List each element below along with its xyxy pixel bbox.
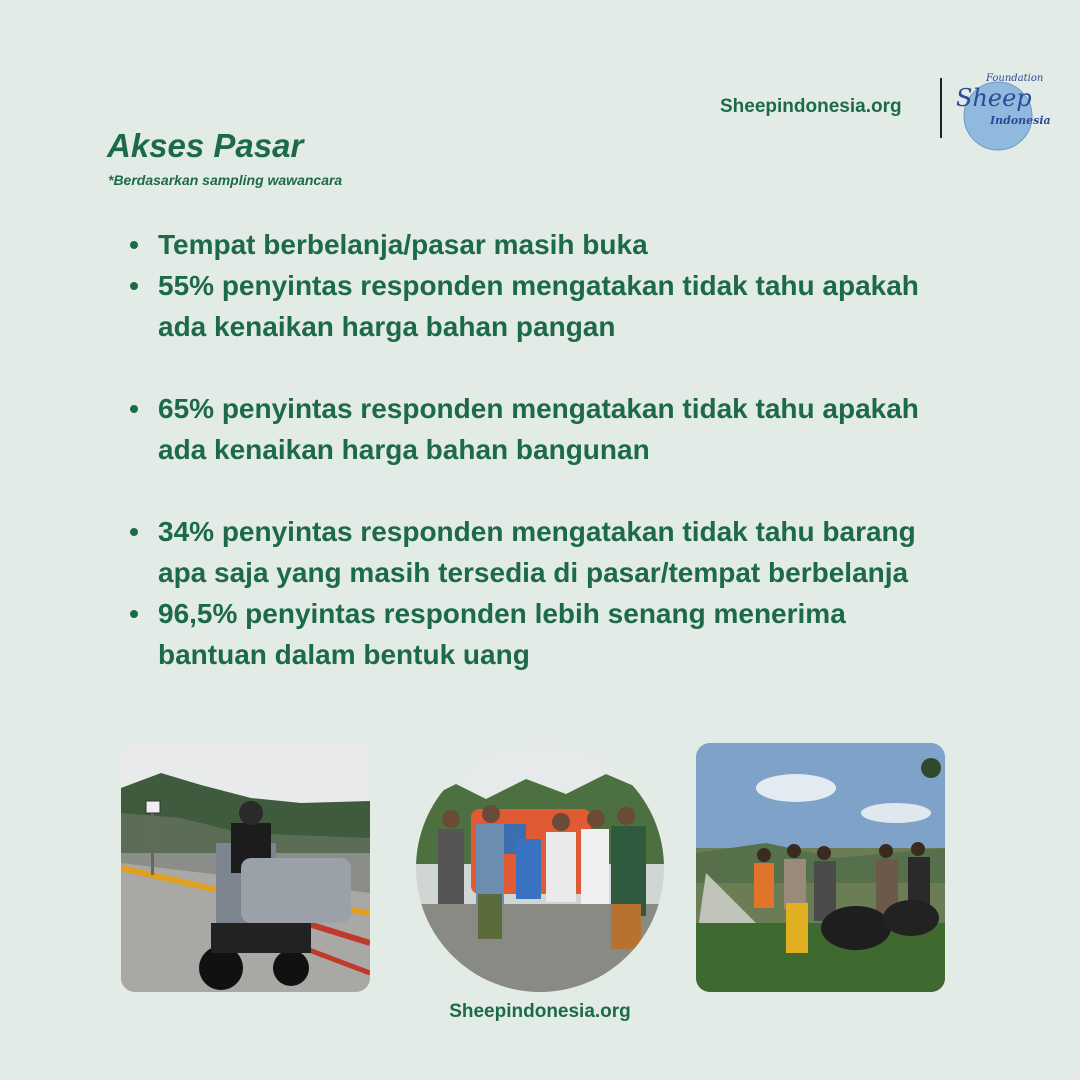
finding-item: 55% penyintas responden mengatakan tidak tahu apakah ada kenaikan harga bahan pangan <box>128 265 958 347</box>
finding-item: 34% penyintas responden mengatakan tidak tahu barang apa saja yang masih tersedia di pasar/tempat berbelanja <box>128 511 958 593</box>
svg-text:Indonesia: Indonesia <box>990 114 1050 127</box>
findings-list <box>128 224 958 675</box>
sheep-foundation-logo <box>946 72 1050 152</box>
finding-item: 65% penyintas responden mengatakan tidak tahu apakah ada kenaikan harga bahan bangunan <box>128 388 958 470</box>
website-label-top[interactable]: Sheepindonesia.org <box>720 96 902 117</box>
page-title: Akses Pasar <box>107 127 304 164</box>
finding-item: 96,5% penyintas responden lebih senang menerima bantuan dalam bentuk uang <box>128 593 958 675</box>
svg-text:Sheep: Sheep <box>956 84 1032 112</box>
website-label-bottom[interactable]: Sheepindonesia.org <box>449 1001 631 1022</box>
page-subtitle: *Berdasarkan sampling wawancara <box>108 172 343 188</box>
photo-aid-distribution <box>416 744 664 992</box>
photo-motorcycle-bridge <box>121 743 370 992</box>
svg-text:Foundation: Foundation <box>986 73 1044 84</box>
finding-item: Tempat berbelanja/pasar masih buka <box>128 224 958 265</box>
logo-divider <box>940 78 942 138</box>
photo-field-gathering <box>696 743 945 992</box>
